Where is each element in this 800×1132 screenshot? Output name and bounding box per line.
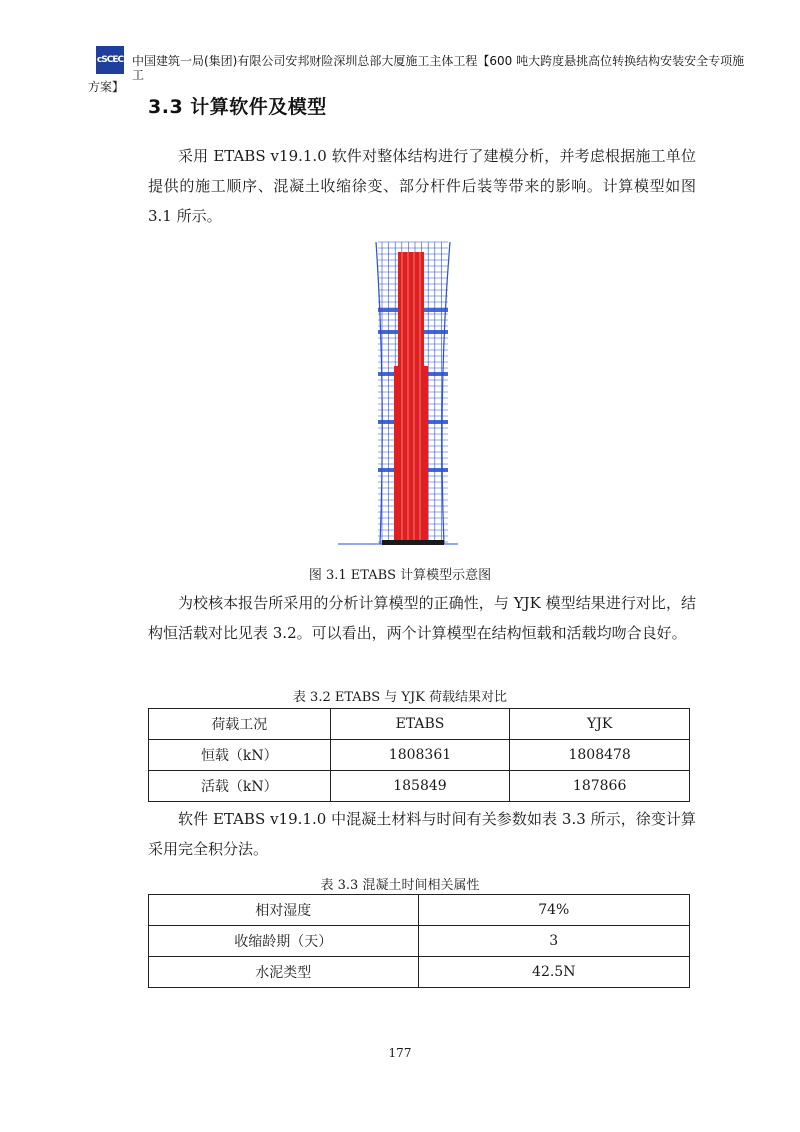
cell-cement-type-value: 42.5N [418, 957, 690, 988]
table-row [149, 926, 690, 957]
paragraph-concrete-params: 软件 ETABS v19.1.0 中混凝土材料与时间有关参数如表 3.3 所示，徐变计算采用完全积分法。 [148, 810, 696, 858]
table-header-row [149, 709, 690, 740]
etabs-model-figure [338, 238, 458, 550]
paragraph-software: 采用 ETABS v19.1.0 软件对整体结构进行了建模分析，并考虑根据施工单位提供的施工顺序、混凝土收缩徐变、部分杆件后装等带来的影响。计算模型如图 3.1 所示。 [148, 147, 696, 225]
figure-caption: 图 3.1 ETABS 计算模型示意图 [308, 568, 492, 583]
frame-edge-left [376, 242, 382, 544]
header-cell-etabs: ETABS [330, 709, 510, 740]
table-row [149, 895, 690, 926]
page-number: 177 [388, 1046, 412, 1060]
section-title: 3.3 计算软件及模型 [148, 96, 327, 118]
tower-core-columns [394, 252, 428, 544]
cell-humidity-value: 74% [418, 895, 690, 926]
cell-shrinkage-age-label: 收缩龄期（天） [149, 926, 419, 957]
header-cell-yjk: YJK [510, 709, 690, 740]
company-logo: cSCEC [96, 46, 124, 74]
table-3-2-caption: 表 3.2 ETABS 与 YJK 荷载结果对比 [292, 690, 508, 705]
cell-dead-load-yjk: 1808478 [510, 740, 690, 771]
table-row [149, 740, 690, 771]
header-title: 中国建筑一局(集团)有限公司安邦财险深圳总部大厦施工主体工程【600 吨大跨度悬挑高位转换结构安装安全专项施工 [132, 54, 745, 83]
cell-humidity-label: 相对湿度 [149, 895, 419, 926]
concrete-properties-table [148, 894, 690, 988]
core-wall-lower [394, 366, 428, 544]
table-row [149, 957, 690, 988]
cell-cement-type-label: 水泥类型 [149, 957, 419, 988]
load-comparison-table [148, 708, 690, 802]
header-cell-case: 荷载工况 [149, 709, 331, 740]
tower-base [338, 540, 458, 545]
cell-dead-load-etabs: 1808361 [330, 740, 510, 771]
header-title-continued: 方案】 [88, 80, 125, 94]
table-3-3-caption: 表 3.3 混凝土时间相关属性 [320, 878, 480, 893]
foundation-block [382, 540, 444, 545]
cell-live-load-etabs: 185849 [330, 771, 510, 802]
cell-live-load-yjk: 187866 [510, 771, 690, 802]
paragraph-comparison: 为校核本报告所采用的分析计算模型的正确性，与 YJK 模型结果进行对比，结构恒活载对比见表 3.2。可以看出，两个计算模型在结构恒载和活载均吻合良好。 [148, 594, 696, 642]
table-row [149, 771, 690, 802]
frame-edge-right [442, 242, 450, 544]
cell-dead-load-label: 恒载（kN） [149, 740, 331, 771]
cell-shrinkage-age-value: 3 [418, 926, 690, 957]
cell-live-load-label: 活载（kN） [149, 771, 331, 802]
